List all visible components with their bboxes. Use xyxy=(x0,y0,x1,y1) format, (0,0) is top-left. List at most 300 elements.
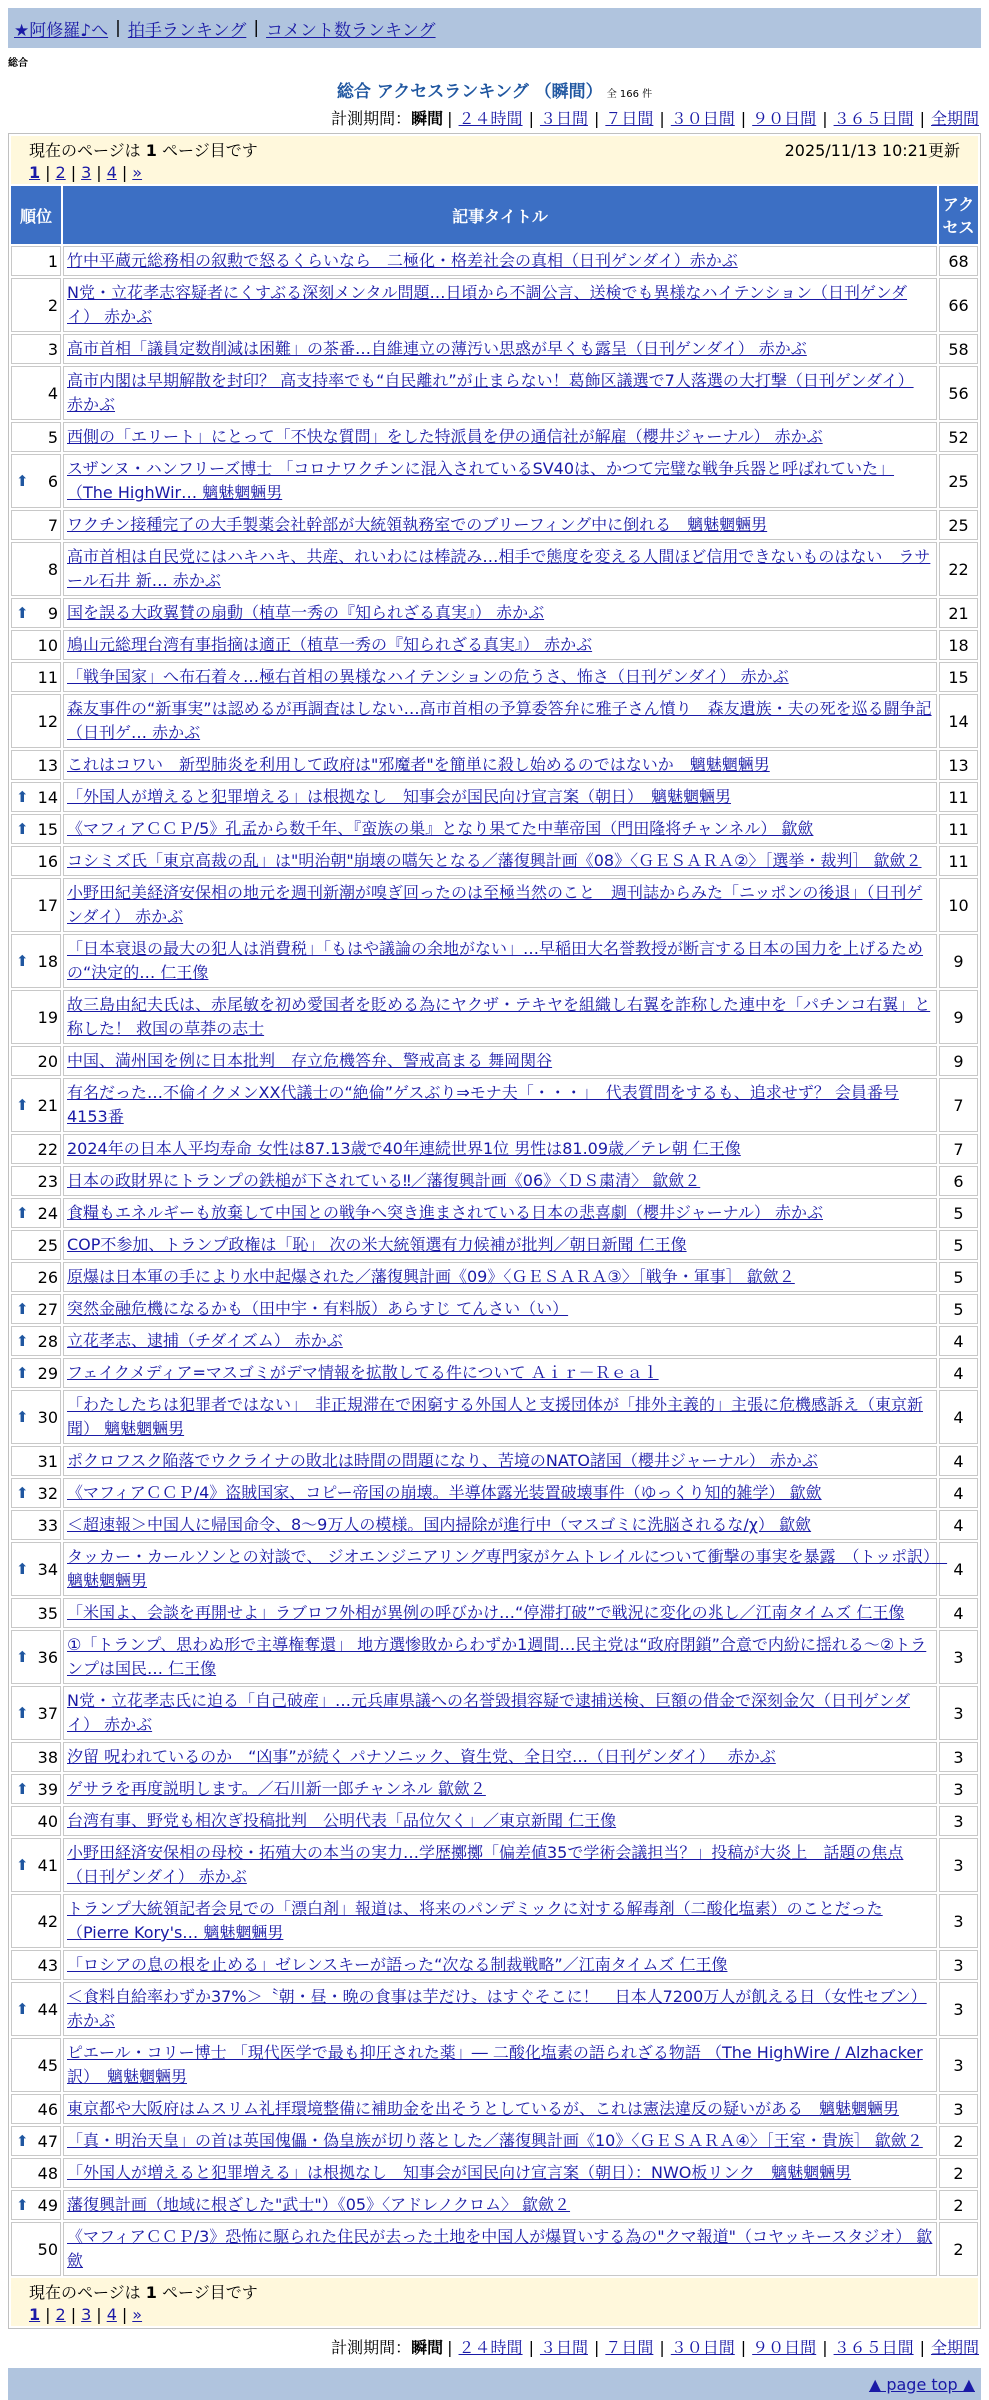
access-count: 3 xyxy=(939,1838,978,1892)
access-count: 3 xyxy=(939,1894,978,1948)
title-cell xyxy=(63,542,937,596)
article-link[interactable]: 藩復興計画（地域に根ざした"武士"）《05》〈アドレノクロム〉 歙歛２ xyxy=(67,2195,571,2214)
rank-number: 6 xyxy=(47,471,58,491)
top-period-1[interactable]: ２４時間 xyxy=(458,109,523,128)
table-row xyxy=(11,1774,978,1804)
table-row xyxy=(11,1630,978,1684)
rank-cell xyxy=(11,662,61,692)
rank-cell xyxy=(11,2222,61,2276)
title-cell xyxy=(63,1630,937,1684)
rank-cell xyxy=(11,1598,61,1628)
table-row xyxy=(11,1230,978,1260)
article-link[interactable]: 「外国人が増えると犯罪増える」は根拠なし 知事会が国民向け宣言案（朝日） 魑魅魍魎男 xyxy=(67,787,732,806)
article-link[interactable]: N党・立花孝志氏に迫る「自己破産」…元兵庫県議への名誉毀損容疑で逮捕送検、巨額の借金で深刻金欠（日刊ゲンダイ） 赤かぶ xyxy=(67,1691,911,1734)
rank-number: 31 xyxy=(37,1451,58,1471)
title-cell xyxy=(63,1326,937,1356)
rank-up-arrow-icon: ⬆ xyxy=(16,1203,29,1222)
rank-number: 21 xyxy=(37,1095,58,1115)
access-count: 11 xyxy=(939,846,978,876)
article-link[interactable]: 立花孝志、逮捕（チダイズム） 赤かぶ xyxy=(67,1331,343,1350)
rank-cell xyxy=(11,2158,61,2188)
table-row xyxy=(11,846,978,876)
bottom-period-3[interactable]: ７日間 xyxy=(605,2338,654,2357)
header-rank: 順位 xyxy=(11,186,61,244)
access-count: 2 xyxy=(939,2190,978,2220)
period-label: 計測期間： xyxy=(331,109,412,128)
title-cell xyxy=(63,1046,937,1076)
access-count: 15 xyxy=(939,662,978,692)
article-link[interactable]: ピエール・コリー博士 「現代医学で最も抑圧された薬」― 二酸化塩素の語られざる物語 （The HighWire / Alzhacker訳） 魑魅魍魎男 xyxy=(67,2043,923,2086)
title-cell xyxy=(63,1742,937,1772)
article-link[interactable]: 2024年の日本人平均寿命 女性は87.13歳で40年連続世界1位 男性は81.09歳／テレ朝 仁王像 xyxy=(67,1139,741,1158)
article-link[interactable]: 森友事件の“新事実”は認めるが再調査はしない…高市首相の予算委答弁に雅子さん憤り 森友遺族・夫の死を巡る闘争記（日刊ゲ… 赤かぶ xyxy=(67,699,932,742)
rank-cell xyxy=(11,1894,61,1948)
table-row xyxy=(11,1358,978,1388)
info-bar-top xyxy=(11,136,978,184)
rank-cell xyxy=(11,1198,61,1228)
article-link[interactable]: 鳩山元総理台湾有事指摘は適正（植草一秀の『知られざる真実』） 赤かぶ xyxy=(67,635,593,654)
bottom-period-2[interactable]: ３日間 xyxy=(539,2338,588,2357)
article-link[interactable]: コシミズ氏「東京高裁の乱」は"明治朝"崩壊の嚆矢となる／藩復興計画《08》〈ＧＥＳＡＲＡ②〉［選挙・裁判］ 歙歛２ xyxy=(67,851,922,870)
period-selector-top: 計測期間：瞬間 | ２４時間 | ３日間 | ７日間 | ３０日間 | ９０日間 | ３６５日間 | 全期間 xyxy=(331,109,979,128)
title-cell xyxy=(63,422,937,452)
nav-link-1[interactable]: 拍手ランキング xyxy=(127,20,247,41)
table-row xyxy=(11,990,978,1044)
rank-cell xyxy=(11,2038,61,2092)
title-cell xyxy=(63,1198,937,1228)
ranking-title-text: 総合 アクセスランキング （瞬間） xyxy=(336,82,603,102)
table-row xyxy=(11,750,978,780)
rank-number: 2 xyxy=(47,295,58,315)
rank-number: 42 xyxy=(37,1911,58,1931)
access-count: 9 xyxy=(939,990,978,1044)
title-cell xyxy=(63,878,937,932)
title-cell xyxy=(63,454,937,508)
rank-cell xyxy=(11,1046,61,1076)
bottom-period-7[interactable]: 全期間 xyxy=(930,2338,979,2357)
table-row xyxy=(11,1542,978,1596)
rank-cell xyxy=(11,1326,61,1356)
title-cell xyxy=(63,246,937,276)
access-count: 3 xyxy=(939,1774,978,1804)
rank-cell xyxy=(11,2126,61,2156)
article-link[interactable]: 高市首相「議員定数削減は困難」の茶番…自維連立の薄汚い思惑が早くも露呈（日刊ゲンダイ） 赤かぶ xyxy=(67,339,807,358)
table-row xyxy=(11,814,978,844)
access-count: 3 xyxy=(939,1950,978,1980)
article-link[interactable]: ゲサラを再度説明します。／石川新一郎チャンネル 歙歛２ xyxy=(67,1779,486,1798)
rank-cell xyxy=(11,1630,61,1684)
rank-number: 5 xyxy=(47,427,58,447)
access-count: 3 xyxy=(939,2038,978,2092)
access-count: 66 xyxy=(939,278,978,332)
title-cell xyxy=(63,1134,937,1164)
rank-cell xyxy=(11,1166,61,1196)
access-count: 14 xyxy=(939,694,978,748)
table-row xyxy=(11,1326,978,1356)
article-link[interactable]: 高市内閣は早期解散を封印？ 高支持率でも“自民離れ”が止まらない！葛飾区議選で7人落選の大打撃（日刊ゲンダイ） 赤かぶ xyxy=(67,371,914,414)
header-title: 記事タイトル xyxy=(63,186,937,244)
bottom-period-6[interactable]: ３６５日間 xyxy=(833,2338,914,2357)
access-count: 2 xyxy=(939,2158,978,2188)
title-cell xyxy=(63,990,937,1044)
table-row xyxy=(11,1134,978,1164)
article-link[interactable]: 原爆は日本軍の手により水中起爆された／藩復興計画《09》〈ＧＥＳＡＲＡ③〉［戦争・軍事］ 歙歛２ xyxy=(67,1267,795,1286)
rank-cell xyxy=(11,510,61,540)
rank-number: 33 xyxy=(37,1515,58,1535)
article-link[interactable]: フェイクメディア=マスゴミがデマ情報を拡散してる件について Ａｉｒ－Ｒｅａｌ xyxy=(67,1363,659,1382)
rank-cell xyxy=(11,2094,61,2124)
rank-number: 8 xyxy=(47,559,58,579)
top-period-6[interactable]: ３６５日間 xyxy=(833,109,914,128)
article-link[interactable]: 小野田経済安保相の母校・拓殖大の本当の実力…学歴擲擲「偏差値35で学術会議担当？」投稿が大炎上 話題の焦点（日刊ゲンダイ） 赤かぶ xyxy=(67,1843,904,1886)
table-row xyxy=(11,2190,978,2220)
rank-cell xyxy=(11,1134,61,1164)
bottom-period-1[interactable]: ２４時間 xyxy=(458,2338,523,2357)
rank-cell xyxy=(11,1230,61,1260)
access-count: 25 xyxy=(939,510,978,540)
bottom-page-link-4[interactable]: » xyxy=(132,2305,143,2324)
title-cell xyxy=(63,510,937,540)
rank-cell xyxy=(11,2190,61,2220)
table-row xyxy=(11,878,978,932)
article-link[interactable]: 「戦争国家」へ布石着々…極右首相の異様なハイテンションの危うさ、怖さ（日刊ゲンダイ） 赤かぶ xyxy=(67,667,789,686)
table-row xyxy=(11,1198,978,1228)
access-count: 9 xyxy=(939,934,978,988)
rank-number: 9 xyxy=(47,603,58,623)
rank-number: 47 xyxy=(37,2131,58,2151)
rank-up-arrow-icon: ⬆ xyxy=(16,787,29,806)
rank-cell xyxy=(11,1806,61,1836)
title-cell xyxy=(63,1894,937,1948)
ranking-title xyxy=(0,77,989,102)
access-count: 4 xyxy=(939,1358,978,1388)
rank-cell xyxy=(11,1478,61,1508)
table-row xyxy=(11,2038,978,2092)
rank-cell xyxy=(11,990,61,1044)
rank-number: 30 xyxy=(37,1407,58,1427)
access-count: 3 xyxy=(939,1742,978,1772)
bottom-page-link-2[interactable]: 3 xyxy=(81,2305,92,2324)
rank-up-arrow-icon: ⬆ xyxy=(16,1407,29,1426)
rank-cell xyxy=(11,334,61,364)
article-link[interactable]: 《マフィアＣＣＰ/3》恐怖に駆られた住民が去った土地を中国人が爆買いする為の"クマ報道"（コヤッキースタジオ） 歙歛 xyxy=(67,2227,933,2270)
access-count: 7 xyxy=(939,1078,978,1132)
rank-number: 26 xyxy=(37,1267,58,1287)
rank-up-arrow-icon: ⬆ xyxy=(16,1559,29,1578)
title-cell xyxy=(63,1078,937,1132)
article-link[interactable]: トランプ大統領記者会見での「漂白剤」報道は、将来のパンデミックに対する解毒剤（二酸化塩素）のことだった（Pierre Kory's… 魑魅魍魎男 xyxy=(67,1899,883,1942)
access-count: 56 xyxy=(939,366,978,420)
article-link[interactable]: 有名だった…不倫イクメンXX代議士の“絶倫”ゲスぶり⇒モナ夫「・・・」 代表質問をするも、追求せず？ 会員番号4153番 xyxy=(67,1083,899,1126)
rank-cell xyxy=(11,1838,61,1892)
access-count: 3 xyxy=(939,1806,978,1836)
rank-cell xyxy=(11,1982,61,2036)
rank-number: 24 xyxy=(37,1203,58,1223)
rank-number: 27 xyxy=(37,1299,58,1319)
rank-number: 1 xyxy=(47,251,58,271)
title-cell xyxy=(63,782,937,812)
article-link[interactable]: 故三島由紀夫氏は、赤尾敏を初め愛国者を貶める為にヤクザ・テキヤを組織し右翼を詐称した連中を「パチンコ右翼」と称した！ 救国の草莽の志士 xyxy=(67,995,931,1038)
table-row xyxy=(11,1478,978,1508)
article-link[interactable]: 西側の「エリート」にとって「不快な質問」をした特派員を伊の通信社が解雇（櫻井ジャーナル） 赤かぶ xyxy=(67,427,823,446)
title-cell xyxy=(63,334,937,364)
rank-cell xyxy=(11,1078,61,1132)
rank-up-arrow-icon: ⬆ xyxy=(16,603,29,622)
title-cell xyxy=(63,1358,937,1388)
rank-number: 48 xyxy=(37,2163,58,2183)
access-count: 11 xyxy=(939,814,978,844)
rank-cell xyxy=(11,934,61,988)
title-cell xyxy=(63,2094,937,2124)
table-row xyxy=(11,1166,978,1196)
nav-separator: | xyxy=(253,18,260,38)
title-cell xyxy=(63,1950,937,1980)
article-link[interactable]: 東京都や大阪府はムスリム礼拝環境整備に補助金を出そうとしているが、これは憲法違反の疑いがある 魑魅魍魎男 xyxy=(67,2099,900,2118)
top-page-link-3[interactable]: 4 xyxy=(106,163,117,182)
access-count: 11 xyxy=(939,782,978,812)
table-row xyxy=(11,2094,978,2124)
top-page-link-0[interactable]: 1 xyxy=(29,163,41,182)
ranking-table xyxy=(8,133,981,2329)
article-link[interactable]: ポクロフスク陥落でウクライナの敗北は時間の問題になり、苦境のNATO諸国（櫻井ジャーナル） 赤かぶ xyxy=(67,1451,818,1470)
table-row xyxy=(11,1598,978,1628)
article-link[interactable]: 竹中平蔵元総務相の叙勲で怒るくらいなら 二極化・格差社会の真相（日刊ゲンダイ）赤かぶ xyxy=(67,251,738,270)
table-row xyxy=(11,782,978,812)
rank-cell xyxy=(11,246,61,276)
rank-cell xyxy=(11,366,61,420)
article-link[interactable]: 「日本衰退の最大の犯人は消費税」「もはや議論の余地がない」…早稲田大名誉教授が断言する日本の国力を上げるための“決定的… 仁王像 xyxy=(67,939,924,982)
header-access: アクセス xyxy=(939,186,978,244)
rank-up-arrow-icon: ⬆ xyxy=(16,1779,29,1798)
table-row xyxy=(11,278,978,332)
access-count: 5 xyxy=(939,1294,978,1324)
article-link[interactable]: 台湾有事、野党も相次ぎ投稿批判 公明代表「品位欠く」／東京新聞 仁王像 xyxy=(67,1811,617,1830)
rank-cell xyxy=(11,878,61,932)
article-link[interactable]: 「ロシアの息の根を止める」ゼレンスキーが語った“次なる制裁戦略”／江南タイムズ 仁王像 xyxy=(67,1955,728,1974)
title-cell xyxy=(63,1478,937,1508)
access-count: 4 xyxy=(939,1478,978,1508)
rank-number: 49 xyxy=(37,2195,58,2215)
rank-number: 14 xyxy=(37,787,58,807)
title-cell xyxy=(63,630,937,660)
article-link[interactable]: N党・立花孝志容疑者にくすぶる深刻メンタル問題…日頃から不調公言、送検でも異様なハイテンション（日刊ゲンダイ） 赤かぶ xyxy=(67,283,908,326)
article-link[interactable]: 「真・明治天皇」の首は英国傀儡・偽皇族が切り落とした／藩復興計画《10》〈ＧＥＳＡＲＡ④〉［王室・貴族］ 歙歛２ xyxy=(67,2131,923,2150)
rank-up-arrow-icon: ⬆ xyxy=(16,1483,29,1502)
title-cell xyxy=(63,846,937,876)
table-row xyxy=(11,1686,978,1740)
rank-number: 11 xyxy=(37,667,58,687)
current-page-info: 現在のページは 1 ページ目です xyxy=(29,141,258,160)
table-row xyxy=(11,662,978,692)
rank-number: 25 xyxy=(37,1235,58,1255)
access-count: 68 xyxy=(939,246,978,276)
access-count: 6 xyxy=(939,1166,978,1196)
access-count: 4 xyxy=(939,1390,978,1444)
title-cell xyxy=(63,2126,937,2156)
title-cell xyxy=(63,662,937,692)
table-row xyxy=(11,422,978,452)
table-row xyxy=(11,1894,978,1948)
table-row xyxy=(11,598,978,628)
top-period-5[interactable]: ９０日間 xyxy=(752,109,817,128)
top-page-link-4[interactable]: » xyxy=(132,163,143,182)
table-row xyxy=(11,1982,978,2036)
top-period-0: 瞬間 xyxy=(411,109,444,128)
rank-number: 50 xyxy=(37,2239,58,2259)
top-navigation xyxy=(8,8,981,48)
title-cell xyxy=(63,750,937,780)
title-cell xyxy=(63,934,937,988)
bottom-page-link-1[interactable]: 2 xyxy=(55,2305,66,2324)
top-period-4[interactable]: ３０日間 xyxy=(670,109,735,128)
article-link[interactable]: ①「トランプ、思わぬ形で主導権奪還」 地方選惨敗からわずか1週間…民主党は“政府閉鎖”合意で内紛に揺れる～②トランプは国民… 仁王像 xyxy=(67,1635,927,1678)
top-page-link-2[interactable]: 3 xyxy=(81,163,92,182)
article-link[interactable]: 汐留 呪われているのか “凶事”が続く パナソニック、資生党、全日空…（日刊ゲンダイ） 赤かぶ xyxy=(67,1747,776,1766)
access-count: 5 xyxy=(939,1262,978,1292)
article-link[interactable]: 国を誤る大政翼賛の扇動（植草一秀の『知られざる真実』） 赤かぶ xyxy=(67,603,545,622)
access-count: 21 xyxy=(939,598,978,628)
title-cell xyxy=(63,1294,937,1324)
bottom-period-4[interactable]: ３０日間 xyxy=(670,2338,735,2357)
rank-up-arrow-icon: ⬆ xyxy=(16,1647,29,1666)
article-link[interactable]: タッカー・カールソンとの対談で、 ジオエンジニアリング専門家がケムトレイルについて衝撃の事実を暴露 （トッポ訳） 魑魅魍魎男 xyxy=(67,1547,948,1590)
top-period-2[interactable]: ３日間 xyxy=(539,109,588,128)
article-link[interactable]: ＜超速報＞中国人に帰国命令、8～9万人の模様。国内掃除が進行中（マスゴミに洗脳されるな/χ） 歙歛 xyxy=(67,1515,812,1534)
table-row xyxy=(11,2126,978,2156)
article-link[interactable]: 高市首相は自民党にはハキハキ、共産、れいわには棒読み…相手で態度を変える人間ほど信用できないものはない ラサール石井 新… 赤かぶ xyxy=(67,547,931,590)
title-cell xyxy=(63,1686,937,1740)
rank-number: 43 xyxy=(37,1955,58,1975)
page-top-bar xyxy=(8,2368,981,2400)
article-link[interactable]: 「わたしたちは犯罪者ではない」 非正規滞在で困窮する外国人と支援団体が「排外主義的」主張に危機感訴え（東京新聞） 魑魅魍魎男 xyxy=(67,1395,924,1438)
title-cell xyxy=(63,694,937,748)
title-cell xyxy=(63,2158,937,2188)
title-cell xyxy=(63,2190,937,2220)
article-link[interactable]: スザンヌ・ハンフリーズ博士 「コロナワクチンに混入されているSV40は、かつて完璧な戦争兵器と呼ばれていた」 （The HighWir… 魑魅魍魎男 xyxy=(67,459,895,502)
table-row xyxy=(11,334,978,364)
rank-cell xyxy=(11,1446,61,1476)
rank-number: 29 xyxy=(37,1363,58,1383)
rank-cell xyxy=(11,694,61,748)
title-cell xyxy=(63,1230,937,1260)
table-row xyxy=(11,1390,978,1444)
rank-number: 18 xyxy=(37,951,58,971)
rank-number: 16 xyxy=(37,851,58,871)
rank-up-arrow-icon: ⬆ xyxy=(16,1095,29,1114)
rank-number: 15 xyxy=(37,819,58,839)
pagination-bottom: 1 | 2 | 3 | 4 | » xyxy=(29,2305,143,2324)
table-row xyxy=(11,1078,978,1132)
access-count: 5 xyxy=(939,1198,978,1228)
rank-number: 36 xyxy=(37,1647,58,1667)
rank-up-arrow-icon: ⬆ xyxy=(16,1331,29,1350)
access-count: 18 xyxy=(939,630,978,660)
article-link[interactable]: 中国、満州国を例に日本批判 存立危機答弁、警戒高まる 舞岡関谷 xyxy=(67,1051,553,1070)
table-row xyxy=(11,246,978,276)
rank-cell xyxy=(11,1686,61,1740)
total-count: 全 166 件 xyxy=(606,89,653,100)
table-row xyxy=(11,2158,978,2188)
article-link[interactable]: 日本の政財界にトランプの鉄槌が下されている‼／藩復興計画《06》〈ＤＳ粛清〉 歙歛２ xyxy=(67,1171,701,1190)
article-link[interactable]: 突然金融危機になるかも（田中宇・有料版）あらすじ てんさい（い） xyxy=(67,1299,569,1318)
article-link[interactable]: ワクチン接種完了の大手製薬会社幹部が大統領執務室でのブリーフィング中に倒れる 魑魅魍魎男 xyxy=(67,515,768,534)
access-count: 25 xyxy=(939,454,978,508)
table-row xyxy=(11,1046,978,1076)
access-count: 9 xyxy=(939,1046,978,1076)
table-row xyxy=(11,510,978,540)
table-row xyxy=(11,1262,978,1292)
rank-number: 10 xyxy=(37,635,58,655)
article-link[interactable]: COP不参加、トランプ政権は「恥」 次の米大統領選有力候補が批判／朝日新聞 仁王像 xyxy=(67,1235,687,1254)
access-count: 2 xyxy=(939,2222,978,2276)
top-period-3[interactable]: ７日間 xyxy=(605,109,654,128)
rank-cell xyxy=(11,1542,61,1596)
rank-cell xyxy=(11,1262,61,1292)
title-cell xyxy=(63,814,937,844)
title-cell xyxy=(63,598,937,628)
top-period-7[interactable]: 全期間 xyxy=(930,109,979,128)
article-link[interactable]: 小野田紀美経済安保相の地元を週刊新潮が嗅ぎ回ったのは至極当然のこと 週刊誌からみた「ニッポンの後退」（日刊ゲンダイ） 赤かぶ xyxy=(67,883,923,926)
rank-up-arrow-icon: ⬆ xyxy=(16,1999,29,2018)
rank-cell xyxy=(11,454,61,508)
rank-number: 34 xyxy=(37,1559,58,1579)
article-link[interactable]: 《マフィアＣＣＰ/4》盗賊国家、コピー帝国の崩壊。半導体露光装置破壊事件（ゆっくり知的雑学） 歙歛 xyxy=(67,1483,822,1502)
article-link[interactable]: 食糧もエネルギーも放棄して中国との戦争へ突き進まされている日本の悲喜劇（櫻井ジャーナル） 赤かぶ xyxy=(67,1203,823,1222)
access-count: 3 xyxy=(939,2094,978,2124)
title-cell xyxy=(63,1446,937,1476)
rank-number: 41 xyxy=(37,1855,58,1875)
current-page-info-bottom: 現在のページは 1 ページ目です xyxy=(29,2283,258,2302)
page-top-link[interactable]: ▲ page top ▲ xyxy=(868,2374,975,2394)
access-count: 4 xyxy=(939,1326,978,1356)
rank-up-arrow-icon: ⬆ xyxy=(16,1855,29,1874)
access-count: 52 xyxy=(939,422,978,452)
article-link[interactable]: 《マフィアＣＣＰ/5》孔孟から数千年、『蛮族の巣』となり果てた中華帝国（門田隆将チャンネル） 歙歛 xyxy=(67,819,814,838)
access-count: 13 xyxy=(939,750,978,780)
title-cell xyxy=(63,1838,937,1892)
access-count: 3 xyxy=(939,1982,978,2036)
access-count: 10 xyxy=(939,878,978,932)
article-link[interactable]: 「米国よ、会談を再開せよ」ラブロフ外相が異例の呼びかけ…“停滞打破”で戦況に変化の兆し／江南タイムズ 仁王像 xyxy=(67,1603,905,1622)
access-count: 4 xyxy=(939,1510,978,1540)
bottom-page-link-0[interactable]: 1 xyxy=(29,2305,41,2324)
rank-cell xyxy=(11,1510,61,1540)
table-row xyxy=(11,1806,978,1836)
title-cell xyxy=(63,2038,937,2092)
title-cell xyxy=(63,1390,937,1444)
nav-link-2[interactable]: コメント数ランキング xyxy=(266,20,436,41)
period-label: 計測期間： xyxy=(331,2338,412,2357)
rank-number: 28 xyxy=(37,1331,58,1351)
rank-cell xyxy=(11,422,61,452)
table-row xyxy=(11,1510,978,1540)
article-link[interactable]: ＜食料自給率わずか37%＞〝朝・昼・晩の食事は芋だけ〟はすぐそこに！ 日本人7200万人が飢える日（女性セブン） 赤かぶ xyxy=(67,1987,927,2030)
top-page-link-1[interactable]: 2 xyxy=(55,163,66,182)
bottom-period-5[interactable]: ９０日間 xyxy=(752,2338,817,2357)
title-cell xyxy=(63,1542,948,1596)
rank-up-arrow-icon: ⬆ xyxy=(16,1299,29,1318)
article-link[interactable]: これはコワい 新型肺炎を利用して政府は"邪魔者"を簡単に殺し始めるのではないか 魑魅魍魎男 xyxy=(67,755,770,774)
nav-link-0[interactable]: ★阿修羅♪へ xyxy=(14,20,109,41)
rank-number: 3 xyxy=(47,339,58,359)
rank-number: 23 xyxy=(37,1171,58,1191)
title-cell xyxy=(63,1774,937,1804)
bottom-page-link-3[interactable]: 4 xyxy=(106,2305,117,2324)
table-row xyxy=(11,366,978,420)
rank-cell xyxy=(11,1358,61,1388)
rank-up-arrow-icon: ⬆ xyxy=(16,471,29,490)
article-link[interactable]: 「外国人が増えると犯罪増える」は根拠なし 知事会が国民向け宣言案（朝日）：NWO板リンク 魑魅魍魎男 xyxy=(67,2163,852,2182)
